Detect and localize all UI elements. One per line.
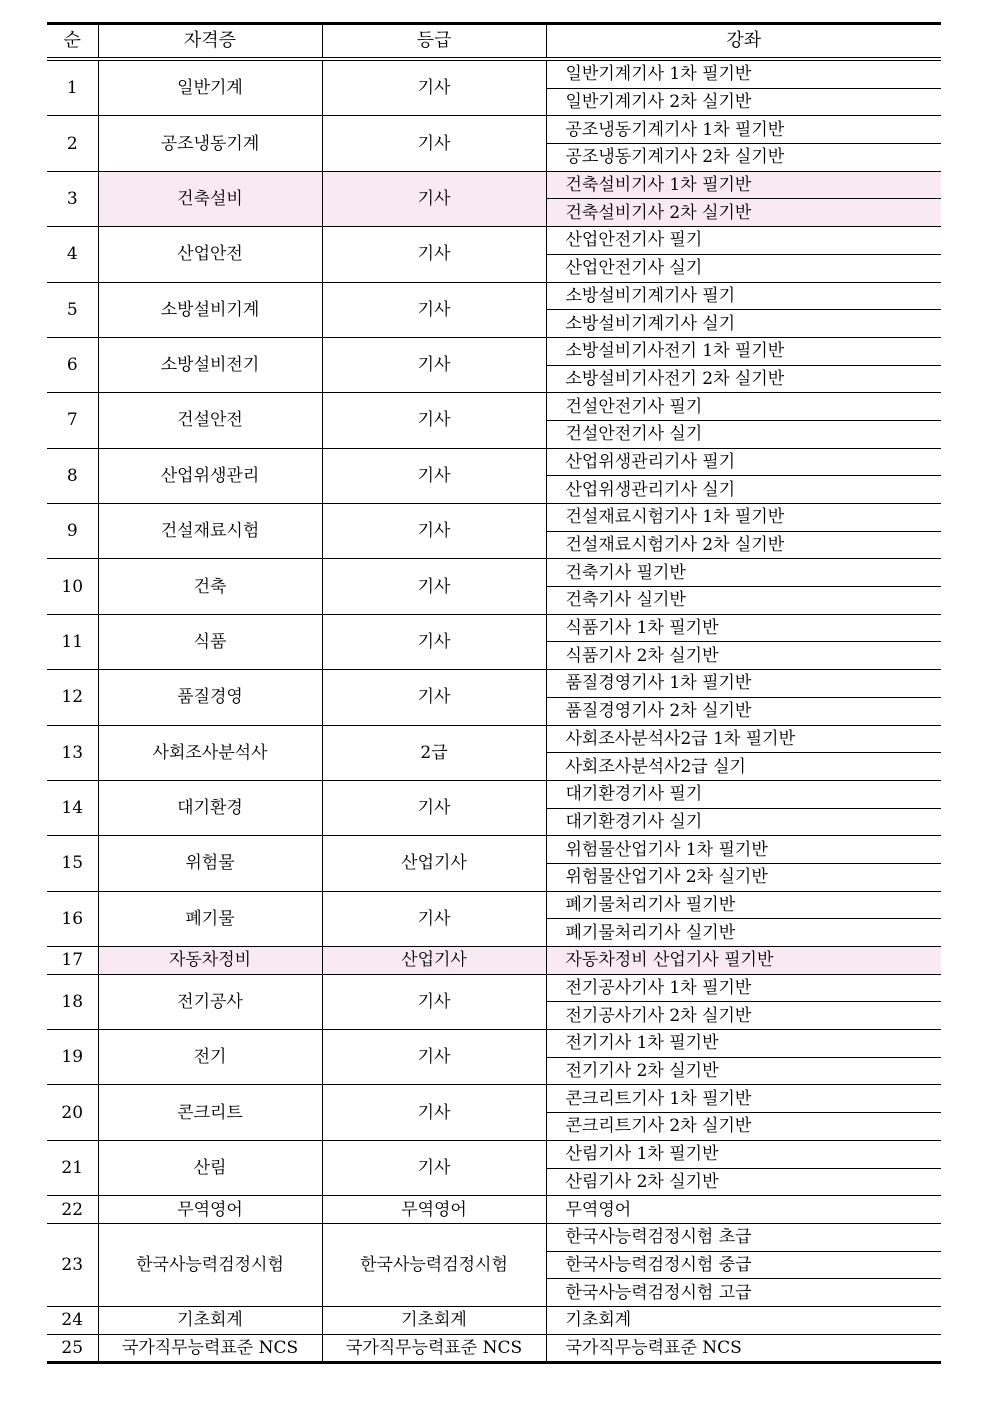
course-cell: 전기공사기사 1차 필기반 [546, 974, 941, 1002]
grade-cell: 산업기사 [322, 836, 546, 891]
grade-cell: 기사 [322, 282, 546, 337]
certificate-cell: 위험물 [98, 836, 322, 891]
course-cell: 공조냉동기계기사 2차 실기반 [546, 144, 941, 172]
grade-cell: 기사 [322, 116, 546, 171]
certificate-cell: 건설안전 [98, 393, 322, 448]
row-number: 1 [47, 59, 98, 116]
certificate-cell: 무역영어 [98, 1196, 322, 1224]
grade-cell: 기사 [322, 59, 546, 116]
certificate-cell: 소방설비기계 [98, 282, 322, 337]
course-cell: 소방설비기계기사 실기 [546, 310, 941, 338]
table-row [47, 1334, 941, 1363]
grade-cell: 기사 [322, 780, 546, 835]
table-row [47, 59, 941, 88]
row-number: 17 [47, 947, 98, 975]
table-row [47, 947, 941, 975]
course-cell: 폐기물처리기사 필기반 [546, 891, 941, 919]
row-number: 12 [47, 670, 98, 725]
table-row [47, 836, 941, 864]
course-cell: 건설안전기사 필기 [546, 393, 941, 421]
course-cell: 위험물산업기사 2차 실기반 [546, 863, 941, 891]
course-cell: 산림기사 1차 필기반 [546, 1140, 941, 1168]
course-cell: 건축설비기사 2차 실기반 [546, 199, 941, 227]
course-cell: 품질경영기사 1차 필기반 [546, 670, 941, 698]
course-cell: 기초회계 [546, 1306, 941, 1334]
table-row [47, 393, 941, 421]
table-row [47, 559, 941, 587]
table-row [47, 227, 941, 255]
course-cell: 품질경영기사 2차 실기반 [546, 697, 941, 725]
header-no: 순 [47, 24, 98, 60]
table-row [47, 1223, 941, 1251]
row-number: 10 [47, 559, 98, 614]
table-row [47, 974, 941, 1002]
grade-cell: 기사 [322, 504, 546, 559]
course-cell: 산업안전기사 필기 [546, 227, 941, 255]
table-row [47, 171, 941, 199]
course-cell: 건축기사 필기반 [546, 559, 941, 587]
course-cell: 산업안전기사 실기 [546, 254, 941, 282]
table-row [47, 116, 941, 144]
table-row [47, 780, 941, 808]
table-row [47, 1306, 941, 1334]
row-number: 25 [47, 1334, 98, 1363]
table-row [47, 1085, 941, 1113]
row-number: 21 [47, 1140, 98, 1195]
row-number: 23 [47, 1223, 98, 1306]
course-cell: 소방설비기사전기 1차 필기반 [546, 337, 941, 365]
header-grade: 등급 [322, 24, 546, 60]
row-number: 4 [47, 227, 98, 282]
certificate-cell: 건축 [98, 559, 322, 614]
grade-cell: 기사 [322, 448, 546, 503]
row-number: 7 [47, 393, 98, 448]
table-row [47, 891, 941, 919]
course-cell: 일반기계기사 2차 실기반 [546, 88, 941, 116]
course-cell: 산업위생관리기사 실기 [546, 476, 941, 504]
row-number: 13 [47, 725, 98, 780]
row-number: 15 [47, 836, 98, 891]
header-course: 강좌 [546, 24, 941, 60]
table-row [47, 614, 941, 642]
grade-cell: 한국사능력검정시험 [322, 1223, 546, 1306]
certificate-cell: 전기공사 [98, 974, 322, 1029]
grade-cell: 국가직무능력표준 NCS [322, 1334, 546, 1363]
certificate-cell: 산림 [98, 1140, 322, 1195]
certificate-cell: 기초회계 [98, 1306, 322, 1334]
grade-cell: 기사 [322, 974, 546, 1029]
certificate-course-table-container [47, 22, 941, 1364]
course-cell: 한국사능력검정시험 고급 [546, 1279, 941, 1307]
header-cert: 자격증 [98, 24, 322, 60]
row-number: 11 [47, 614, 98, 669]
row-number: 14 [47, 780, 98, 835]
grade-cell: 기사 [322, 171, 546, 226]
row-number: 20 [47, 1085, 98, 1140]
course-cell: 폐기물처리기사 실기반 [546, 919, 941, 947]
certificate-cell: 폐기물 [98, 891, 322, 946]
course-cell: 건설재료시험기사 1차 필기반 [546, 504, 941, 532]
course-cell: 콘크리트기사 2차 실기반 [546, 1113, 941, 1141]
certificate-cell: 공조냉동기계 [98, 116, 322, 171]
table-row [47, 725, 941, 753]
grade-cell: 2급 [322, 725, 546, 780]
course-cell: 전기공사기사 2차 실기반 [546, 1002, 941, 1030]
course-cell: 전기기사 1차 필기반 [546, 1030, 941, 1058]
certificate-cell: 전기 [98, 1030, 322, 1085]
course-cell: 건축기사 실기반 [546, 587, 941, 615]
grade-cell: 기사 [322, 393, 546, 448]
course-cell: 소방설비기계기사 필기 [546, 282, 941, 310]
certificate-cell: 식품 [98, 614, 322, 669]
grade-cell: 기사 [322, 559, 546, 614]
grade-cell: 기사 [322, 614, 546, 669]
certificate-cell: 일반기계 [98, 59, 322, 116]
grade-cell: 기사 [322, 337, 546, 392]
certificate-cell: 국가직무능력표준 NCS [98, 1334, 322, 1363]
table-row [47, 282, 941, 310]
course-cell: 전기기사 2차 실기반 [546, 1057, 941, 1085]
table-row [47, 1140, 941, 1168]
certificate-cell: 소방설비전기 [98, 337, 322, 392]
course-cell: 자동차정비 산업기사 필기반 [546, 947, 941, 975]
grade-cell: 기사 [322, 1085, 546, 1140]
certificate-course-table [47, 22, 941, 1364]
certificate-cell: 건설재료시험 [98, 504, 322, 559]
certificate-cell: 산업위생관리 [98, 448, 322, 503]
grade-cell: 기사 [322, 1030, 546, 1085]
table-row [47, 337, 941, 365]
row-number: 3 [47, 171, 98, 226]
course-cell: 건설재료시험기사 2차 실기반 [546, 531, 941, 559]
row-number: 5 [47, 282, 98, 337]
header-row [47, 24, 941, 60]
certificate-cell: 산업안전 [98, 227, 322, 282]
table-row [47, 670, 941, 698]
certificate-cell: 대기환경 [98, 780, 322, 835]
grade-cell: 기초회계 [322, 1306, 546, 1334]
certificate-cell: 콘크리트 [98, 1085, 322, 1140]
grade-cell: 산업기사 [322, 947, 546, 975]
certificate-cell: 사회조사분석사 [98, 725, 322, 780]
course-cell: 소방설비기사전기 2차 실기반 [546, 365, 941, 393]
row-number: 24 [47, 1306, 98, 1334]
course-cell: 콘크리트기사 1차 필기반 [546, 1085, 941, 1113]
course-cell: 식품기사 2차 실기반 [546, 642, 941, 670]
grade-cell: 무역영어 [322, 1196, 546, 1224]
certificate-cell: 자동차정비 [98, 947, 322, 975]
row-number: 9 [47, 504, 98, 559]
course-cell: 대기환경기사 실기 [546, 808, 941, 836]
row-number: 18 [47, 974, 98, 1029]
course-cell: 공조냉동기계기사 1차 필기반 [546, 116, 941, 144]
course-cell: 한국사능력검정시험 초급 [546, 1223, 941, 1251]
course-cell: 사회조사분석사2급 1차 필기반 [546, 725, 941, 753]
course-cell: 산림기사 2차 실기반 [546, 1168, 941, 1196]
grade-cell: 기사 [322, 891, 546, 946]
row-number: 19 [47, 1030, 98, 1085]
certificate-cell: 건축설비 [98, 171, 322, 226]
grade-cell: 기사 [322, 227, 546, 282]
course-cell: 국가직무능력표준 NCS [546, 1334, 941, 1363]
course-cell: 산업위생관리기사 필기 [546, 448, 941, 476]
course-cell: 건설안전기사 실기 [546, 420, 941, 448]
grade-cell: 기사 [322, 670, 546, 725]
table-row [47, 504, 941, 532]
row-number: 2 [47, 116, 98, 171]
certificate-cell: 한국사능력검정시험 [98, 1223, 322, 1306]
course-cell: 대기환경기사 필기 [546, 780, 941, 808]
course-cell: 무역영어 [546, 1196, 941, 1224]
row-number: 6 [47, 337, 98, 392]
certificate-cell: 품질경영 [98, 670, 322, 725]
row-number: 22 [47, 1196, 98, 1224]
course-cell: 일반기계기사 1차 필기반 [546, 59, 941, 88]
course-cell: 사회조사분석사2급 실기 [546, 753, 941, 781]
table-body [47, 59, 941, 1363]
row-number: 16 [47, 891, 98, 946]
course-cell: 위험물산업기사 1차 필기반 [546, 836, 941, 864]
course-cell: 건축설비기사 1차 필기반 [546, 171, 941, 199]
grade-cell: 기사 [322, 1140, 546, 1195]
table-row [47, 1196, 941, 1224]
course-cell: 한국사능력검정시험 중급 [546, 1251, 941, 1279]
table-row [47, 1030, 941, 1058]
table-row [47, 448, 941, 476]
row-number: 8 [47, 448, 98, 503]
course-cell: 식품기사 1차 필기반 [546, 614, 941, 642]
